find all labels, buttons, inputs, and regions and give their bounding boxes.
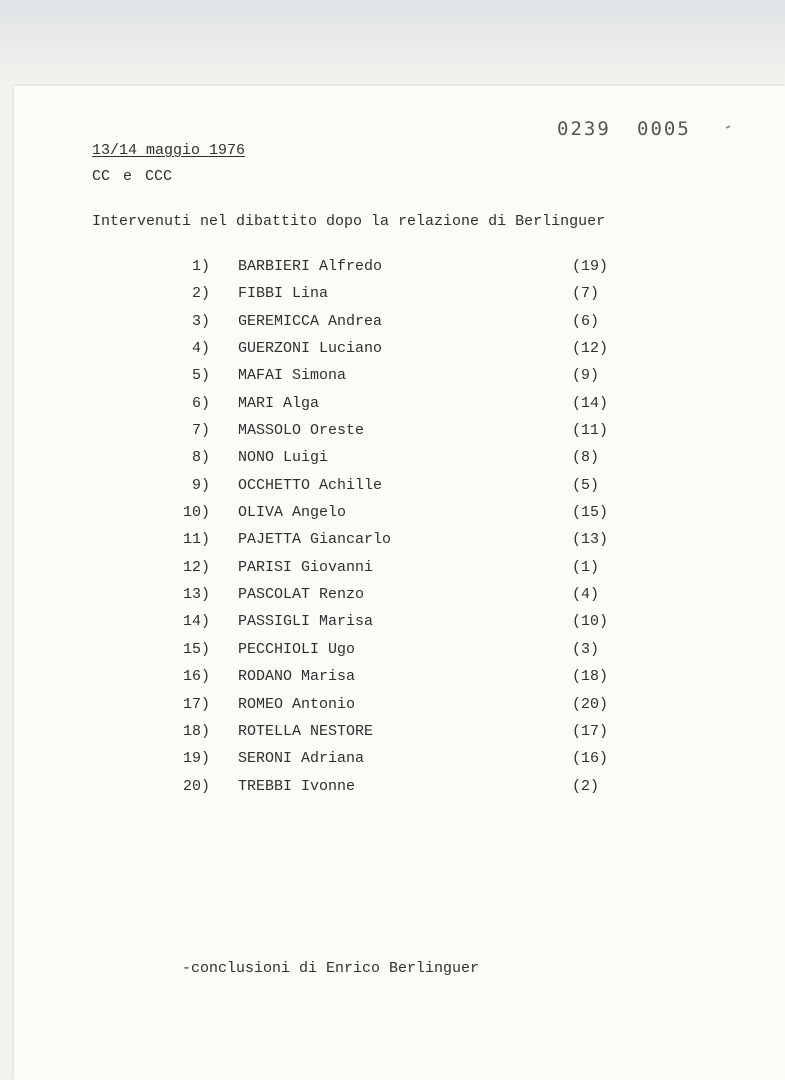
speaker-count: (19) xyxy=(572,258,609,275)
speaker-row xyxy=(170,613,620,640)
speaker-name: PARISI Giovanni xyxy=(238,558,374,576)
speaker-name: RODANO Marisa xyxy=(238,668,356,686)
speaker-number: 7) xyxy=(191,422,210,440)
speaker-row xyxy=(170,477,620,504)
speaker-name: MASSOLO Oreste xyxy=(238,422,365,440)
speaker-name: ROMEO Antonio xyxy=(238,695,356,713)
speaker-count: (14) xyxy=(572,394,609,412)
speaker-number: 9) xyxy=(191,476,210,494)
speaker-row xyxy=(170,559,620,586)
speaker-number: 15) xyxy=(182,640,210,658)
conclusion-note: -conclusioni di Enrico Berlinguer xyxy=(182,960,480,977)
speaker-number: 2) xyxy=(191,285,210,303)
speaker-number: 5) xyxy=(191,367,210,385)
speaker-name: MAFAI Simona xyxy=(238,367,347,385)
speaker-row xyxy=(170,531,620,558)
speaker-name: BARBIERI Alfredo xyxy=(238,258,383,275)
speaker-row xyxy=(170,696,620,723)
speaker-row xyxy=(170,778,620,805)
speaker-count: (20) xyxy=(572,695,609,713)
speaker-count: (11) xyxy=(572,422,609,440)
speaker-row xyxy=(170,750,620,777)
page-number: 0005 xyxy=(637,118,691,140)
speaker-row xyxy=(170,422,620,449)
speaker-count: (17) xyxy=(572,722,609,740)
speaker-number: 17) xyxy=(182,695,210,713)
speaker-name: OLIVA Angelo xyxy=(238,504,347,522)
speaker-row xyxy=(170,668,620,695)
speaker-number: 13) xyxy=(182,586,210,604)
speaker-name: GEREMICCA Andrea xyxy=(238,312,383,330)
speaker-row xyxy=(170,313,620,340)
speaker-number: 18) xyxy=(182,722,210,740)
speaker-name: FIBBI Lina xyxy=(238,285,329,303)
speaker-count: (3) xyxy=(572,640,600,658)
speaker-row xyxy=(170,285,620,312)
speaker-name: PECCHIOLI Ugo xyxy=(238,640,356,658)
speaker-name: MARI Alga xyxy=(238,394,320,412)
speaker-name: PASCOLAT Renzo xyxy=(238,586,365,604)
speaker-count: (2) xyxy=(572,777,600,795)
speaker-name: PASSIGLI Marisa xyxy=(238,613,374,631)
speaker-count: (7) xyxy=(572,285,600,303)
speaker-number: 16) xyxy=(182,668,210,686)
speaker-count: (6) xyxy=(572,312,600,330)
speaker-count: (16) xyxy=(572,750,609,768)
speaker-row xyxy=(170,586,620,613)
speaker-number: 14) xyxy=(182,613,210,631)
speaker-count: (5) xyxy=(572,476,600,494)
speaker-name: TREBBI Ivonne xyxy=(238,777,356,795)
speaker-count: (8) xyxy=(572,449,600,467)
speaker-name: GUERZONI Luciano xyxy=(238,340,383,358)
speaker-count: (12) xyxy=(572,340,609,358)
speaker-count: (18) xyxy=(572,668,609,686)
speaker-number: 11) xyxy=(182,531,210,549)
speaker-count: (15) xyxy=(572,504,609,522)
archive-number: 0239 xyxy=(557,118,611,140)
speaker-count: (9) xyxy=(572,367,600,385)
speaker-number: 1) xyxy=(191,258,210,275)
speaker-number: 20) xyxy=(182,777,210,795)
speaker-count: (13) xyxy=(572,531,609,549)
speaker-name: SERONI Adriana xyxy=(238,750,365,768)
speaker-count: (4) xyxy=(572,586,600,604)
speaker-name: OCCHETTO Achille xyxy=(238,476,383,494)
speaker-number: 6) xyxy=(191,394,210,412)
speaker-count: (10) xyxy=(572,613,609,631)
speaker-number: 8) xyxy=(191,449,210,467)
speaker-number: 4) xyxy=(191,340,210,358)
meeting-date: 13/14 maggio 1976 xyxy=(92,142,246,159)
speaker-name: ROTELLA NESTORE xyxy=(238,722,374,740)
speaker-row xyxy=(170,723,620,750)
speaker-count: (1) xyxy=(572,558,600,576)
speaker-number: 10) xyxy=(182,504,210,522)
speaker-row xyxy=(170,504,620,531)
speaker-number: 12) xyxy=(182,558,210,576)
speaker-number: 3) xyxy=(191,312,210,330)
committees-label: CC e CCC xyxy=(92,168,173,185)
speaker-row xyxy=(170,449,620,476)
speaker-name: NONO Luigi xyxy=(238,449,329,467)
speaker-row xyxy=(170,641,620,668)
speaker-list xyxy=(170,258,620,805)
speaker-row xyxy=(170,340,620,367)
speaker-name: PAJETTA Giancarlo xyxy=(238,531,392,549)
speaker-row xyxy=(170,395,620,422)
speakers-introduction: Intervenuti nel dibattito dopo la relazione di Berlinguer xyxy=(92,213,606,230)
scan-background-top xyxy=(0,0,785,90)
speaker-row xyxy=(170,367,620,394)
speaker-row xyxy=(170,258,620,285)
speaker-number: 19) xyxy=(182,750,210,768)
